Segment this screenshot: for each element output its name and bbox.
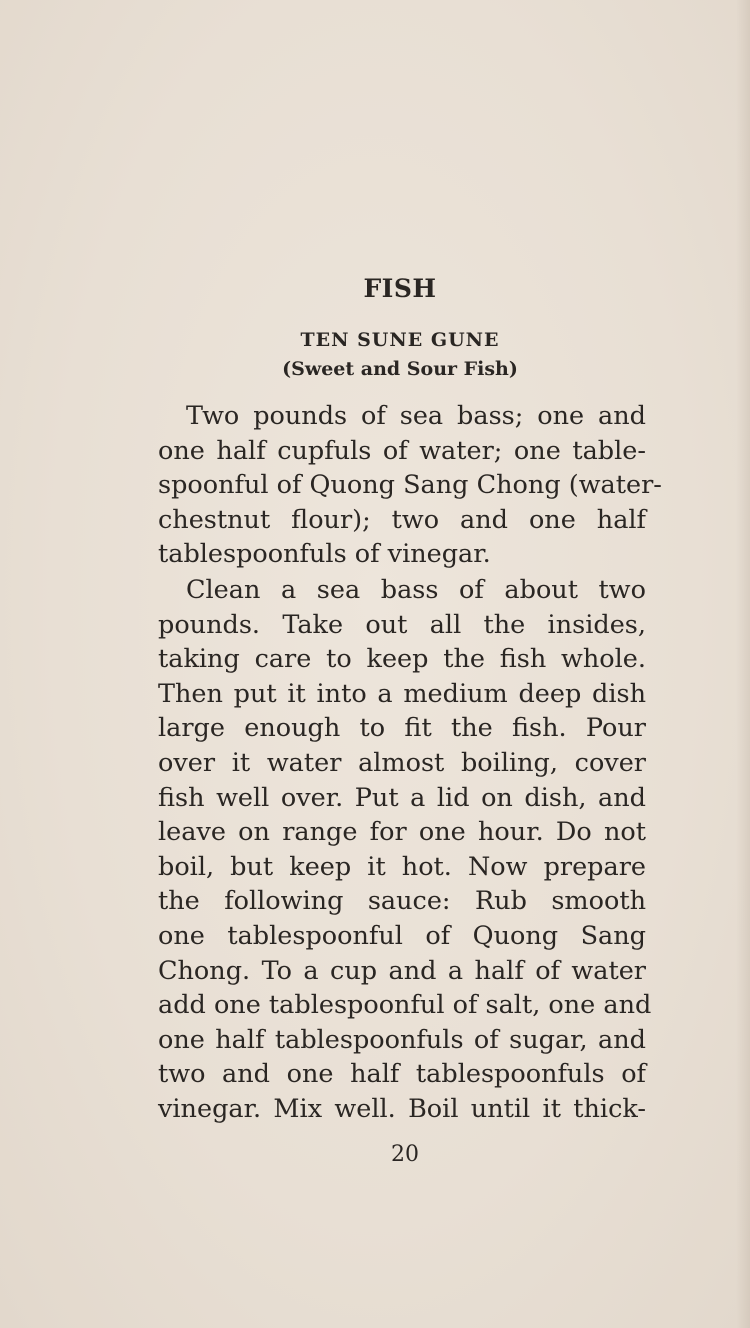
text-line: spoonful of Quong Sang Chong (water- <box>158 470 662 501</box>
text-line: taking care to keep the fish whole. <box>158 644 646 675</box>
ingredients-paragraph <box>158 399 662 572</box>
text-line: Two pounds of sea bass; one and <box>186 401 646 431</box>
text-line: add one tablespoonful of salt, one and <box>158 990 652 1021</box>
text-line: one tablespoonful of Quong Sang <box>158 920 646 951</box>
text-line: over it water almost boiling, cover <box>158 747 646 778</box>
text-line: fish well over. Put a lid on dish, and <box>158 782 646 813</box>
recipe-subtitle: (Sweet and Sour Fish) <box>282 358 518 380</box>
text-line: leave on range for one hour. Do not <box>158 817 646 848</box>
text-line: pounds. Take out all the insides, <box>158 609 646 640</box>
text-line: two and one half tablespoonfuls of <box>158 1059 646 1090</box>
section-title: FISH <box>363 274 437 303</box>
text-line: large enough to fit the fish. Pour <box>158 713 646 744</box>
page-number: 20 <box>391 1142 419 1167</box>
text-line: one half tablespoonfuls of sugar, and <box>158 1024 646 1055</box>
text-line: boil, but keep it hot. Now prepare <box>158 851 646 882</box>
text-line: Chong. To a cup and a half of water <box>158 955 646 986</box>
text-line: Clean a sea bass of about two <box>186 575 646 605</box>
text-line: one half cupfuls of water; one table- <box>158 435 646 466</box>
text-line: the following sauce: Rub smooth <box>158 886 646 917</box>
text-line: tablespoonfuls of vinegar. <box>158 539 491 570</box>
text-line: Then put it into a medium deep dish <box>158 678 646 709</box>
recipe-title: TEN SUNE GUNE <box>300 329 500 351</box>
page-edge-shadow <box>736 0 750 1328</box>
text-line: vinegar. Mix well. Boil until it thick- <box>158 1093 646 1124</box>
instructions-paragraph <box>158 573 652 1127</box>
text-line: chestnut flour); two and one half <box>158 504 646 535</box>
